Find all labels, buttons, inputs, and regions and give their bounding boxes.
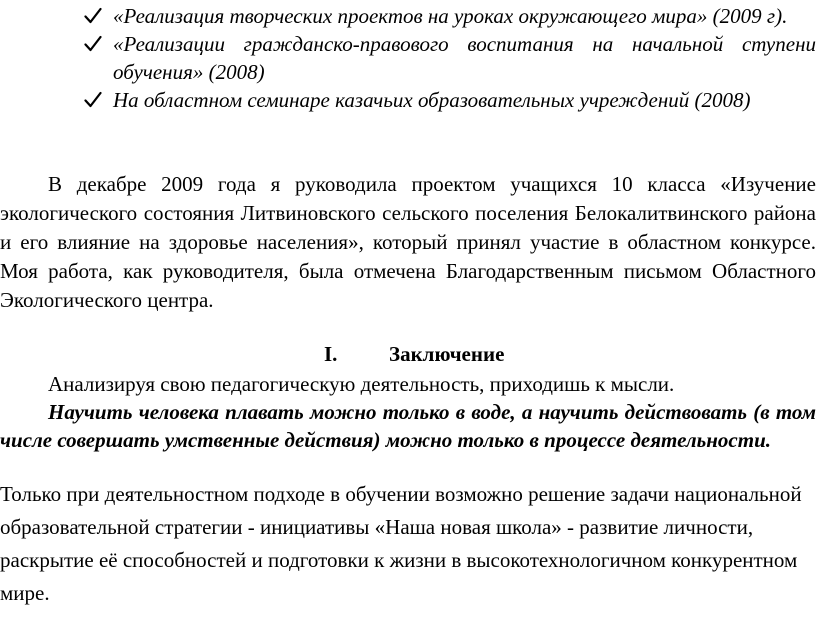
project-paragraph: В декабре 2009 года я руководила проектом учащихся 10 класса «Изучение экологического состояния Литвиновского сельского поселения Белокалитвинского района и его влияние на здоровье населения», который принял участие в областном конкурсе. Моя работа, как руководителя, была отмечена Благодарственным письмом Областного Экологического центра.	[0, 172, 816, 312]
list-item	[84, 2, 816, 30]
list-item-text: «Реализации гражданско-правового воспитания на начальной ступени обучения» (2008)	[113, 32, 816, 84]
checkmark-icon	[84, 91, 102, 109]
quote-paragraph: Научить человека плавать можно только в воде, а научить действовать (в том числе совершать умственные действия) можно только в процессе деятельности.	[0, 400, 816, 452]
analysis-paragraph: Анализируя свою педагогическую деятельность, приходишь к мысли.	[48, 372, 675, 396]
list-item	[84, 86, 816, 114]
checkmark-icon	[84, 7, 102, 25]
list-item-text: На областном семинаре казачьих образовательных учреждений (2008)	[113, 88, 751, 112]
conclusion-paragraph: Только при деятельностном подходе в обучении возможно решение задачи национальной образовательной стратегии - инициативы «Наша новая школа» - развитие личности, раскрытие её способностей и подготовки к жизни в высокотехнологичном конкурентном мире.	[0, 482, 802, 605]
list-item	[84, 30, 816, 86]
list-item-text: «Реализация творческих проектов на уроках окружающего мира» (2009 г).	[113, 4, 788, 28]
section-title: Заключение	[389, 342, 505, 366]
section-number: I.	[324, 342, 338, 366]
checkmark-icon	[84, 35, 102, 53]
achievement-list	[84, 2, 816, 114]
